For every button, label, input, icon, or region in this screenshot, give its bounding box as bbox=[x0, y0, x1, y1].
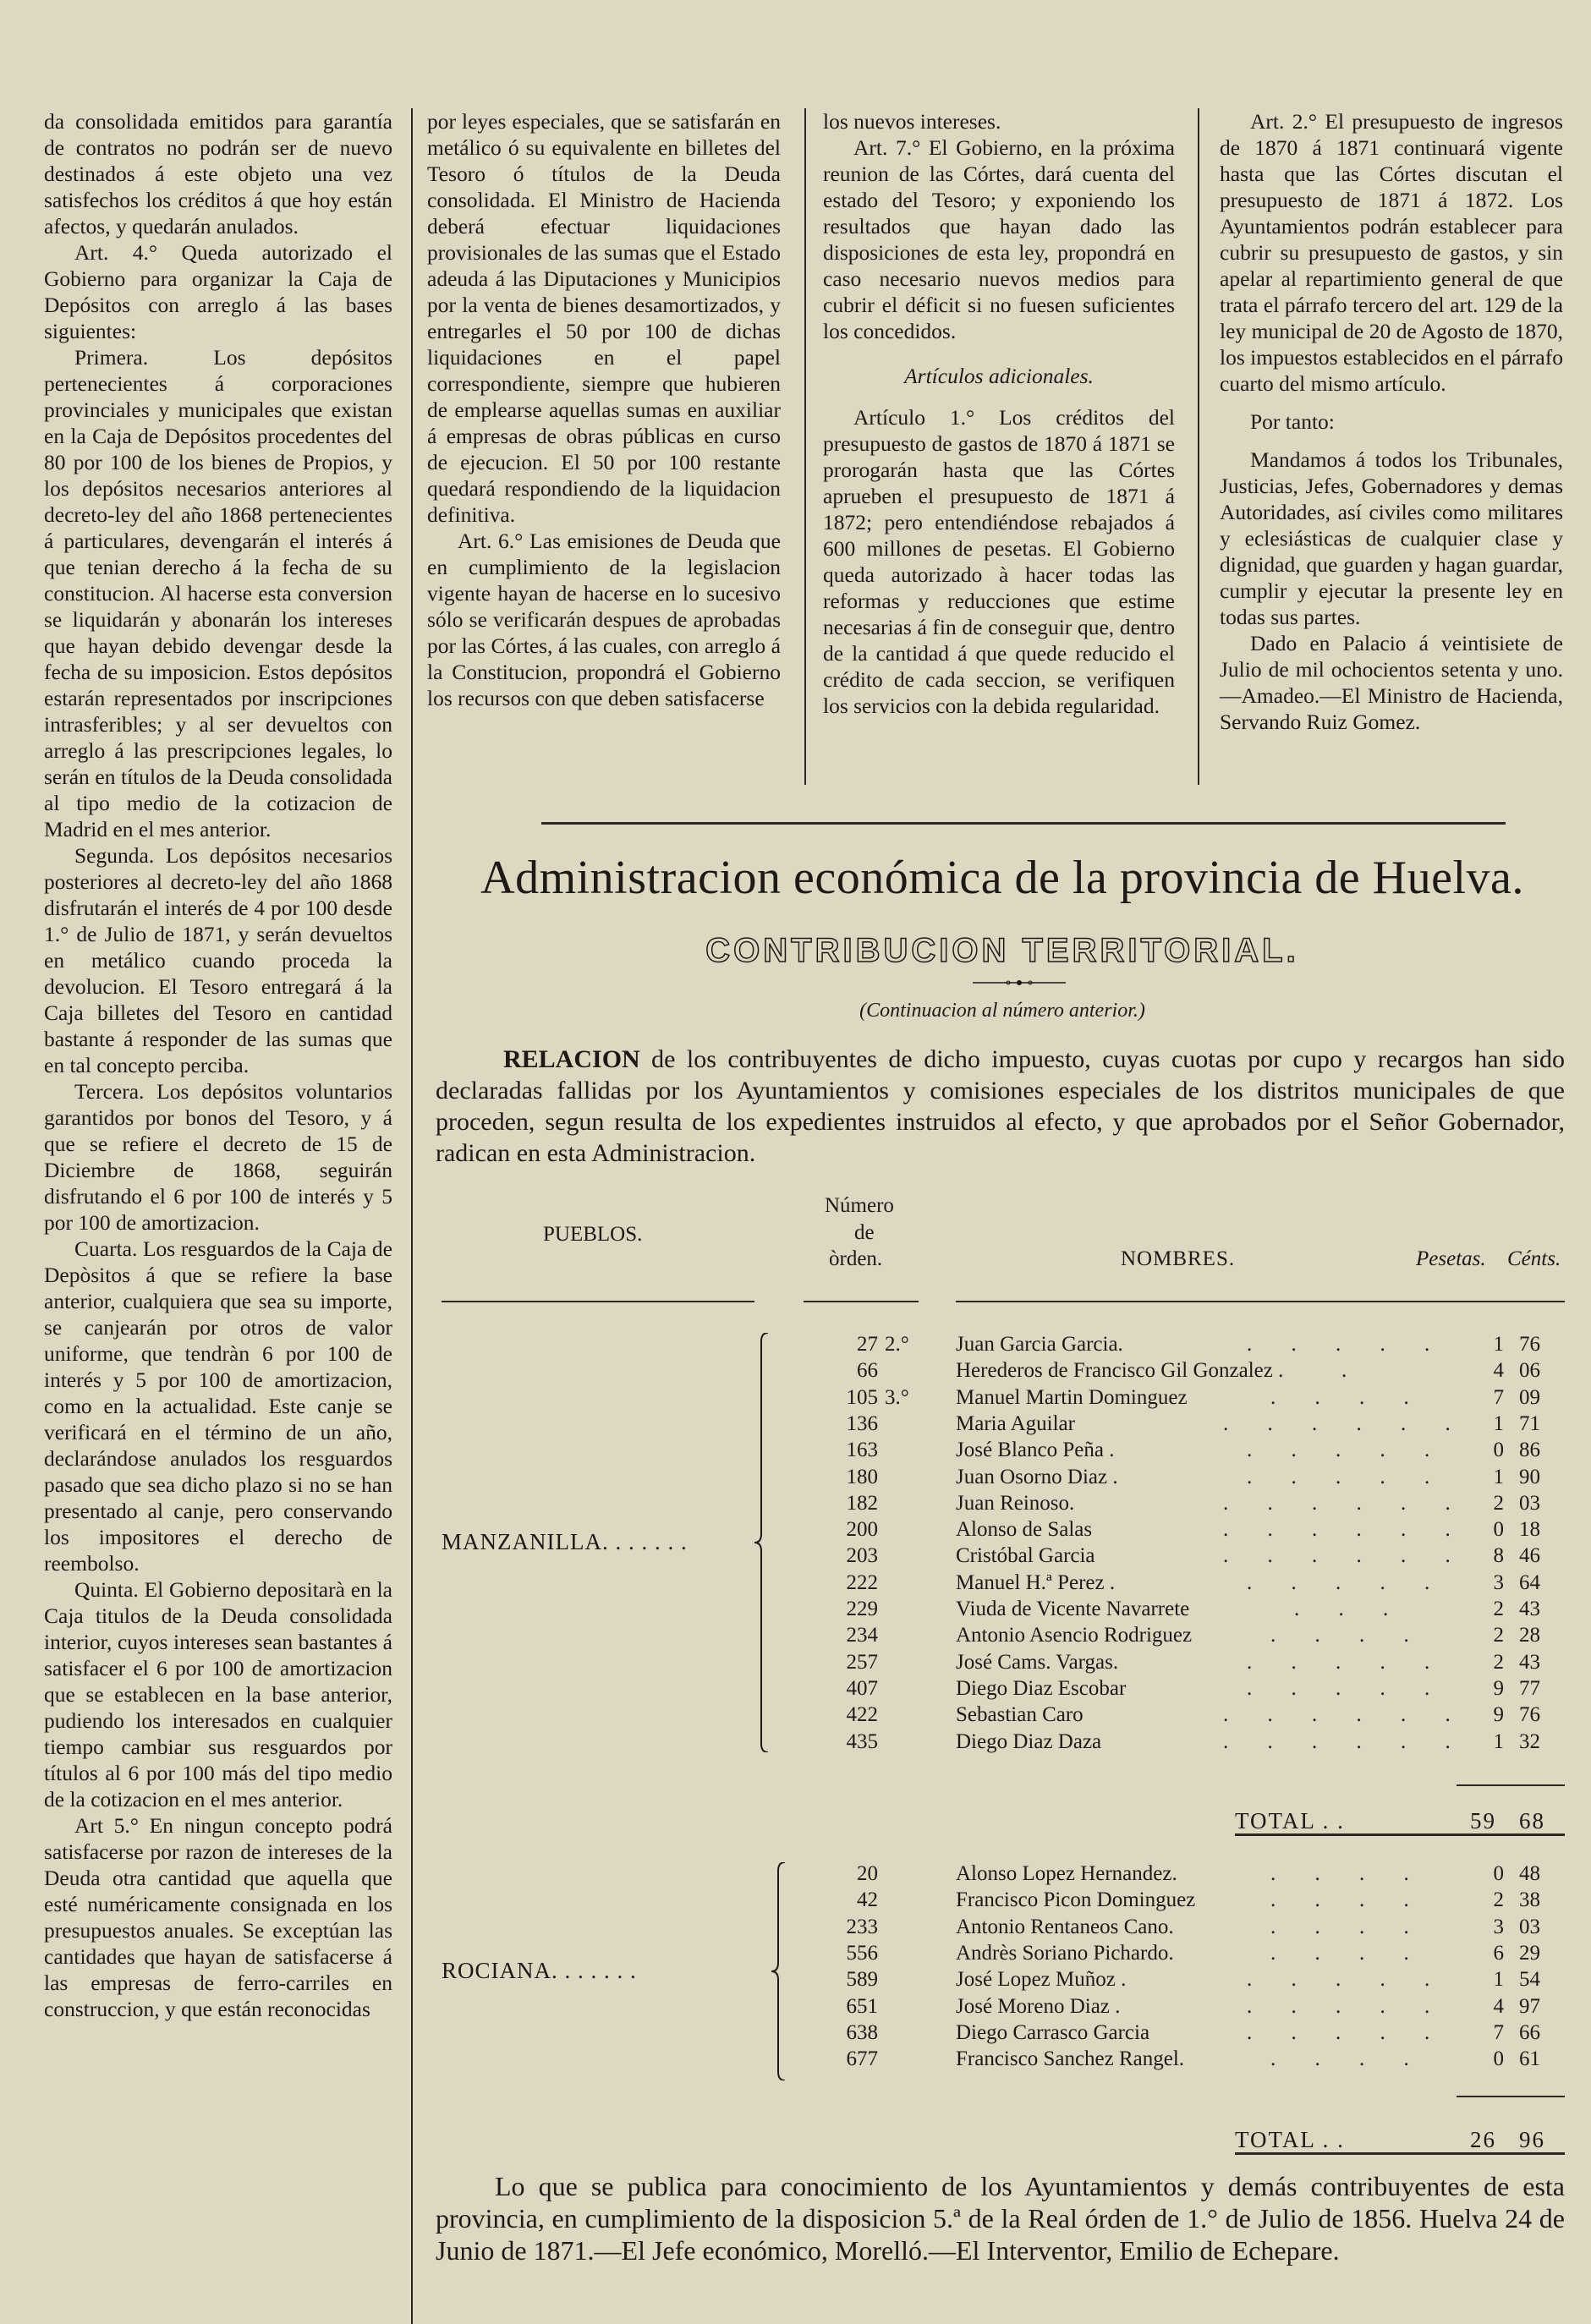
paragraph: Art. 7.° El Gobierno, en la próxima reunion de las Córtes, dará cuenta del estado del Tesoro; y exponiendo los resultados que hayan dado las disposiciones de esta ley, propondrá en caso necesario nuevos medios para cubrir el déficit si no fuesen suficientes los concedidos. bbox=[823, 135, 1175, 343]
table-row bbox=[0, 1914, 1591, 1940]
leader-dots: . . . . . bbox=[1247, 1994, 1447, 2018]
pesetas-value: 1 bbox=[1493, 1968, 1504, 1992]
paragraph: Artículo 1.° Los créditos del presupuesto de gastos de 1870 á 1871 se prorogarán hasta que las Córtes aprueben el presupuesto de 1871 á 1872; pero entendiéndose rebajados á 600 millones de pesetas. El Gobierno queda autorizado à hacer todas las reformas y reducciones que estime necesarias á fin de conseguir que, dentro de la cantidad á que quede reducido el crédito de cada seccion, se verifiquen los servicios con la debida regularidad. bbox=[823, 405, 1175, 718]
order-number: 651 bbox=[846, 1994, 878, 2018]
paragraph: Art. 2.° El presupuesto de ingresos de 1870 á 1871 continuará vigente hasta que las Córtes discutan el presupuesto de 1871 á 1872. Los Ayuntamientos podrán establecer para cubrir su presupuesto de gastos, y sin apelar al repartimiento general de que trata el párrafo tercero del art. 129 de la ley municipal de 20 de Agosto de 1870, los impuestos establecidos en el párrafo cuarto del mismo artículo. bbox=[1220, 109, 1563, 396]
contribuyente-name: José Lopez Muñoz . bbox=[956, 1968, 1127, 1992]
header-numero-orden: òrden. bbox=[829, 1247, 883, 1270]
pesetas-value: 7 bbox=[1493, 1385, 1504, 1409]
order-number: 234 bbox=[846, 1624, 878, 1647]
table-row bbox=[0, 1596, 1591, 1622]
cents-value: 77 bbox=[1519, 1676, 1540, 1700]
cents-value: 03 bbox=[1519, 1491, 1540, 1515]
pueblo-name: ROCIANA. . . . . . . bbox=[442, 1958, 637, 1983]
paragraph: Por tanto: bbox=[1250, 409, 1335, 434]
pesetas-value: 0 bbox=[1493, 1439, 1504, 1462]
group-end-rule bbox=[1235, 2152, 1565, 2155]
table-row bbox=[0, 1331, 1591, 1357]
leader-dots: . . . . . bbox=[1247, 1439, 1447, 1462]
order-number: 105 bbox=[846, 1385, 878, 1409]
contribuyente-name: Antonio Rentaneos Cano. bbox=[956, 1915, 1174, 1938]
paragraph: Segunda. Los depósitos necesarios posteriores al decreto-ley del año 1868 disfrutarán el interés de 4 por 100 desde 1.° de Julio de 1871, y serán devueltos en metálico cuando proceda la devolucion. El Tesoro entregará á la Caja billetes del Tesoro en cantidad bastante á responder de las sumas que en tal concepto perciba. bbox=[44, 843, 392, 1077]
contribuyente-name: Antonio Asencio Rodriguez bbox=[956, 1624, 1193, 1647]
leader-dots: . . . . . bbox=[1247, 1570, 1447, 1594]
cents-value: 66 bbox=[1519, 2020, 1540, 2044]
contribuyente-name: José Moreno Diaz . bbox=[956, 1994, 1121, 2018]
pesetas-value: 1 bbox=[1493, 1465, 1504, 1488]
total-label: TOTAL . . bbox=[1235, 2127, 1345, 2152]
contribuyente-name: Viuda de Vicente Navarrete bbox=[956, 1598, 1190, 1620]
total-rule bbox=[1457, 1784, 1565, 1786]
leader-dots: . . . . . . bbox=[1223, 1544, 1468, 1568]
paragraph: Mandamos á todos los Tribunales, Justicias, Jefes, Gobernadores y demas Autoridades, así civiles como militares y eclesiásticas de cualquier clase y dignidad, que guarden y hagan guardar, cumplir y ejecutar la presente ley en todas sus partes. bbox=[1220, 447, 1563, 629]
section-divider bbox=[541, 822, 1506, 825]
leader-dots: . bbox=[1341, 1359, 1364, 1383]
leader-dots: . . . . bbox=[1270, 1888, 1426, 1912]
paragraph: Tercera. Los depósitos voluntarios garantidos por bonos del Tesoro, y á que se refiere el decreto de 15 de Diciembre de 1868, seguirán disfrutando el 6 por 100 de interés y 5 por 100 de amortizacion. bbox=[44, 1079, 392, 1235]
order-number: 20 bbox=[857, 1862, 878, 1885]
pesetas-value: 3 bbox=[1493, 1915, 1504, 1938]
header-rule-nombres bbox=[956, 1301, 1565, 1302]
table-row bbox=[0, 1411, 1591, 1437]
table-row bbox=[0, 2046, 1591, 2072]
pesetas-value: 1 bbox=[1493, 1411, 1504, 1435]
text-column-4 bbox=[1220, 108, 1563, 735]
header-pesetas: Pesetas. bbox=[1416, 1247, 1486, 1270]
table-row bbox=[0, 1729, 1591, 1755]
order-number: 257 bbox=[846, 1650, 878, 1674]
leader-dots: . . . . bbox=[1270, 1862, 1426, 1885]
order-number: 42 bbox=[857, 1888, 878, 1912]
cents-value: 06 bbox=[1519, 1359, 1540, 1383]
contribuyente-name: Sebastian Caro bbox=[956, 1703, 1084, 1727]
table-row bbox=[0, 1702, 1591, 1728]
cents-value: 18 bbox=[1519, 1518, 1540, 1542]
order-number: 136 bbox=[846, 1411, 878, 1435]
pesetas-value: 4 bbox=[1493, 1994, 1504, 2018]
footer-text: Lo que se publica para conocimiento de los Ayuntamientos y demás contribuyentes de esta provincia, en cumplimiento de la disposicion 5.ª de la Real órden de 1.° de Julio de 1856. Huelva 24 de Junio de 1871.—El Jefe económico, Morelló.—El Interventor, Emilio de Echepare. bbox=[436, 2171, 1565, 2266]
cents-value: 32 bbox=[1519, 1729, 1540, 1753]
leader-dots: . . . . bbox=[1270, 1941, 1426, 1965]
leader-dots: . . . . . . bbox=[1223, 1729, 1468, 1753]
paragraph: Cuarta. Los resguardos de la Caja de Depòsitos á que se refiere la base anterior, cualquiera que sea su importe, se canjearán por otros de valor uniforme, que tendràn 6 por 100 de interés y 5 por 100 de amortizacion, como en la actualidad. Este canje se verificará en el término de un año, declarándose anulados los resguardos pasado que sea dicho plazo si no se han presentado al canje, pero conservando los impositores el derecho de reembolso. bbox=[44, 1236, 392, 1576]
pesetas-value: 2 bbox=[1493, 1624, 1504, 1647]
paragraph: da consolidada emitidos para garantía de contratos no podrán ser de nuevo destinados á este objeto una vez satisfechos los créditos á que hoy están afectos, y quedarán anulados. bbox=[44, 109, 392, 238]
section-subheading: Artículos adicionales. bbox=[904, 364, 1094, 388]
pesetas-value: 1 bbox=[1493, 1333, 1504, 1356]
order-number: 163 bbox=[846, 1439, 878, 1462]
contribuyente-name: Cristóbal Garcia bbox=[956, 1544, 1095, 1568]
relacion-lead: RELACION bbox=[503, 1045, 640, 1073]
pesetas-value: 0 bbox=[1493, 2047, 1504, 2071]
pesetas-value: 0 bbox=[1493, 1518, 1504, 1542]
table-row bbox=[0, 1437, 1591, 1463]
order-number: 222 bbox=[846, 1570, 878, 1594]
total-cents: 96 bbox=[1519, 2127, 1545, 2152]
order-number: 556 bbox=[846, 1941, 878, 1965]
order-number: 677 bbox=[846, 2047, 878, 2071]
text-column-3 bbox=[823, 108, 1175, 719]
pesetas-value: 2 bbox=[1493, 1598, 1504, 1620]
leader-dots: . . . . . bbox=[1247, 1465, 1447, 1488]
pesetas-value: 2 bbox=[1493, 1888, 1504, 1912]
admin-title: Administracion económica de la provincia de Huelva. bbox=[480, 852, 1524, 904]
header-nombres: NOMBRES. bbox=[1121, 1247, 1236, 1270]
order-number: 422 bbox=[846, 1703, 878, 1727]
paragraph: Art. 4.° Queda autorizado el Gobierno para organizar la Caja de Depósitos con arreglo á las bases siguientes: bbox=[44, 240, 392, 343]
leader-dots: . . . . . . bbox=[1223, 1491, 1468, 1515]
cents-value: 48 bbox=[1519, 1862, 1540, 1885]
contribuyente-name: Juan Garcia Garcia. bbox=[956, 1333, 1123, 1356]
pesetas-value: 4 bbox=[1493, 1359, 1504, 1383]
cents-value: 76 bbox=[1519, 1703, 1540, 1727]
table-row bbox=[0, 1622, 1591, 1648]
table-row bbox=[0, 1887, 1591, 1913]
cents-value: 28 bbox=[1519, 1624, 1540, 1647]
total-cents: 68 bbox=[1519, 1808, 1545, 1833]
contribuyente-name: Diego Diaz Escobar bbox=[956, 1676, 1127, 1700]
pesetas-value: 2 bbox=[1493, 1650, 1504, 1674]
cents-value: 43 bbox=[1519, 1598, 1540, 1620]
order-number: 203 bbox=[846, 1544, 878, 1568]
contribuyente-name: Manuel H.ª Perez . bbox=[956, 1570, 1116, 1594]
cents-value: 90 bbox=[1519, 1465, 1540, 1488]
column-rule bbox=[1198, 108, 1199, 785]
contribuyente-name: José Blanco Peña . bbox=[956, 1439, 1115, 1462]
contribuyente-name: Diego Carrasco Garcia bbox=[956, 2020, 1150, 2044]
leader-dots: . . . . bbox=[1270, 1915, 1426, 1938]
table-row bbox=[0, 1357, 1591, 1384]
cents-value: 71 bbox=[1519, 1411, 1540, 1435]
group-bracket bbox=[753, 1333, 773, 1752]
leader-dots: . . . . bbox=[1270, 1624, 1426, 1647]
cents-value: 09 bbox=[1519, 1385, 1540, 1409]
leader-dots: . . . . . bbox=[1247, 2020, 1447, 2044]
order-number: 407 bbox=[846, 1676, 878, 1700]
pesetas-value: 2 bbox=[1493, 1491, 1504, 1515]
order-number: 180 bbox=[846, 1465, 878, 1488]
order-number: 589 bbox=[846, 1968, 878, 1992]
leader-dots: . . . . . bbox=[1247, 1650, 1447, 1674]
order-number: 638 bbox=[846, 2020, 878, 2044]
cents-value: 97 bbox=[1519, 1994, 1540, 2018]
contribucion-title: CONTRIBUCION TERRITORIAL. bbox=[705, 932, 1299, 969]
paragraph: Quinta. El Gobierno depositarà en la Caja titulos de la Deuda consolidada interior, cuyos intereses sean bastantes á satisfacer el 6 por 100 de amortizacion que se establecen en la base anterior, pudiendo los interesados en cualquier tiempo cambiar sus resguardos por títulos al 6 por 100 más del tipo medio de la cotizacion en el mes anterior. bbox=[44, 1577, 392, 1812]
paragraph: por leyes especiales, que se satisfarán en metálico ó su equivalente en billetes del Tesoro ó títulos de la Deuda consolidada. El Ministro de Hacienda deberá efectuar liquidaciones provisionales de las sumas que el Estado adeuda á las Diputaciones y Municipios por la venta de bienes desamortizados, y entregarles el 50 por 100 de dichas liquidaciones en el papel correspondiente, siempre que hubieren de emplearse aquellas sumas en auxiliar á empresas de obras públicas en curso de ejecucion. El 50 por 100 restante quedará respondiendo de la liquidacion definitiva. bbox=[427, 109, 781, 527]
leader-dots: . . . . . . bbox=[1223, 1411, 1468, 1435]
total-label: TOTAL . . bbox=[1235, 1808, 1345, 1833]
pesetas-value: 1 bbox=[1493, 1729, 1504, 1753]
contribuyente-name: Manuel Martin Dominguez bbox=[956, 1385, 1188, 1409]
table-row bbox=[0, 1675, 1591, 1702]
pesetas-value: 3 bbox=[1493, 1570, 1504, 1594]
header-rule-numero bbox=[804, 1301, 919, 1302]
cents-value: 64 bbox=[1519, 1570, 1540, 1594]
table-row bbox=[0, 1516, 1591, 1543]
contribuyente-name: Francisco Sanchez Rangel. bbox=[956, 2047, 1185, 2071]
header-pueblos: PUEBLOS. bbox=[543, 1223, 643, 1246]
group-bracket bbox=[770, 1862, 790, 2080]
contribuyente-name: Maria Aguilar bbox=[956, 1411, 1075, 1435]
table-row bbox=[0, 1993, 1591, 2020]
contribuyente-name: Herederos de Francisco Gil Gonzalez . bbox=[956, 1359, 1284, 1383]
cents-value: 86 bbox=[1519, 1439, 1540, 1462]
pesetas-value: 7 bbox=[1493, 2020, 1504, 2044]
table-row bbox=[0, 1649, 1591, 1675]
contribuyente-name: Alonso Lopez Hernandez. bbox=[956, 1862, 1177, 1885]
contribuyente-name: Andrès Soriano Pichardo. bbox=[956, 1941, 1174, 1965]
leader-dots: . . . . . bbox=[1247, 1968, 1447, 1992]
ornament-rule bbox=[973, 979, 1066, 986]
leader-dots: . . . . . bbox=[1247, 1676, 1447, 1700]
leader-dots: . . . . . . bbox=[1223, 1518, 1468, 1542]
paragraph: Art 5.° En ningun concepto podrá satisfacerse por razon de intereses de la Deuda otra cantidad que aquella que esté numéricamente consignada en los presupuestos anuales. Se exceptúan las cantidades que hayan de satisfacerse á las empresas de ferro-carriles en construccion, y que están reconocidas bbox=[44, 1813, 392, 2021]
pesetas-value: 0 bbox=[1493, 1862, 1504, 1885]
contribuyente-name: José Cams. Vargas. bbox=[956, 1650, 1119, 1674]
group-end-rule bbox=[1235, 1833, 1565, 1836]
table-row bbox=[0, 1940, 1591, 1966]
table-row bbox=[0, 2020, 1591, 2046]
leader-dots: . . . . bbox=[1270, 2047, 1426, 2071]
pesetas-value: 9 bbox=[1493, 1676, 1504, 1700]
leader-dots: . . . bbox=[1294, 1598, 1406, 1620]
cents-value: 38 bbox=[1519, 1888, 1540, 1912]
paragraph: Primera. Los depósitos pertenecientes á corporaciones provinciales y municipales que existan en la Caja de Depósitos procedentes del 80 por 100 de los bienes de Propios, y los depósitos necesarios anteriores al decreto-ley del año 1868 pertenecientes á particulares, devengarán el interés á que tenian derecho á la fecha de su constitucion. Al hacerse esta conversion se liquidarán y abonarán los intereses que hayan debido devengar desde la fecha de su imposicion. Estos depósitos estarán representados por inscripciones intrasferibles; y al ser devueltos con arreglo á las prescripciones legales, lo serán en títulos de la Deuda consolidada al tipo medio de la cotizacion de Madrid en el mes anterior. bbox=[44, 345, 392, 841]
order-number: 435 bbox=[846, 1729, 878, 1753]
cents-value: 54 bbox=[1519, 1968, 1540, 1992]
leader-dots: . . . . bbox=[1270, 1385, 1426, 1409]
relacion-text: de los contribuyentes de dicho impuesto, cuyas cuotas por cupo y recargos han sido declaradas fallidas por los Ayuntamientos y comisiones especiales de los distritos municipales de que proceden, segun resulta de los expedientes instruidos al efecto, y que aprobados por el Señor Gobernador, radican en esta Administracion. bbox=[436, 1045, 1565, 1167]
order-number: 229 bbox=[846, 1598, 878, 1620]
pesetas-value: 9 bbox=[1493, 1703, 1504, 1727]
contribuyente-name: Juan Reinoso. bbox=[956, 1491, 1075, 1515]
table-row bbox=[0, 1384, 1591, 1411]
cents-value: 29 bbox=[1519, 1941, 1540, 1965]
table-row bbox=[0, 1570, 1591, 1596]
cents-value: 76 bbox=[1519, 1333, 1540, 1356]
header-numero: Número bbox=[825, 1194, 894, 1217]
paragraph: Dado en Palacio á veintisiete de Julio de mil ochocientos setenta y uno. —Amadeo.—El Ministro de Hacienda, Servando Ruiz Gomez. bbox=[1220, 631, 1563, 734]
total-pesetas: 59 bbox=[1470, 1808, 1496, 1833]
order-number: 27 bbox=[857, 1333, 878, 1356]
table-row bbox=[0, 1966, 1591, 1992]
order-number: 233 bbox=[846, 1915, 878, 1938]
relacion-paragraph bbox=[436, 1044, 1565, 1169]
continuacion-note: (Continuacion al número anterior.) bbox=[859, 1000, 1145, 1022]
header-numero-de: de bbox=[854, 1221, 875, 1244]
contribuyente-name: Diego Diaz Daza bbox=[956, 1729, 1102, 1753]
contribuyente-name: Francisco Picon Dominguez bbox=[956, 1888, 1196, 1912]
order-suffix: 2.° bbox=[885, 1333, 909, 1356]
order-number: 66 bbox=[857, 1359, 878, 1383]
cents-value: 46 bbox=[1519, 1544, 1540, 1568]
paragraph: los nuevos intereses. bbox=[823, 109, 1001, 134]
pueblo-name: MANZANILLA. . . . . . . bbox=[442, 1529, 688, 1554]
pesetas-value: 6 bbox=[1493, 1941, 1504, 1965]
pesetas-value: 8 bbox=[1493, 1544, 1504, 1568]
table-row bbox=[0, 1861, 1591, 1887]
cents-value: 03 bbox=[1519, 1915, 1540, 1938]
table-row bbox=[0, 1543, 1591, 1569]
leader-dots: . . . . . . bbox=[1223, 1703, 1468, 1727]
table-row bbox=[0, 1464, 1591, 1490]
table-row bbox=[0, 1490, 1591, 1516]
cents-value: 61 bbox=[1519, 2047, 1540, 2071]
text-column-2 bbox=[427, 108, 781, 711]
column-rule bbox=[804, 108, 806, 785]
order-number: 182 bbox=[846, 1491, 878, 1515]
header-rule-pueblos bbox=[442, 1301, 754, 1302]
order-suffix: 3.° bbox=[885, 1385, 909, 1409]
contribuyente-name: Alonso de Salas bbox=[956, 1518, 1093, 1542]
leader-dots: . . . . . bbox=[1247, 1333, 1447, 1356]
contribuyente-name: Juan Osorno Diaz . bbox=[956, 1465, 1118, 1488]
total-rule bbox=[1457, 2096, 1565, 2097]
footer-paragraph bbox=[436, 2170, 1565, 2266]
paragraph: Art. 6.° Las emisiones de Deuda que en cumplimiento de la legislacion vigente hayan de hacerse en lo sucesivo sólo se verificarán despues de aprobadas por las Córtes, á las cuales, con arreglo á la Constitucion, propondrá el Gobierno los recursos con que deben satisfacerse bbox=[427, 529, 781, 710]
header-cents: Cénts. bbox=[1507, 1247, 1561, 1270]
total-pesetas: 26 bbox=[1470, 2127, 1496, 2152]
order-number: 200 bbox=[846, 1518, 878, 1542]
cents-value: 43 bbox=[1519, 1650, 1540, 1674]
